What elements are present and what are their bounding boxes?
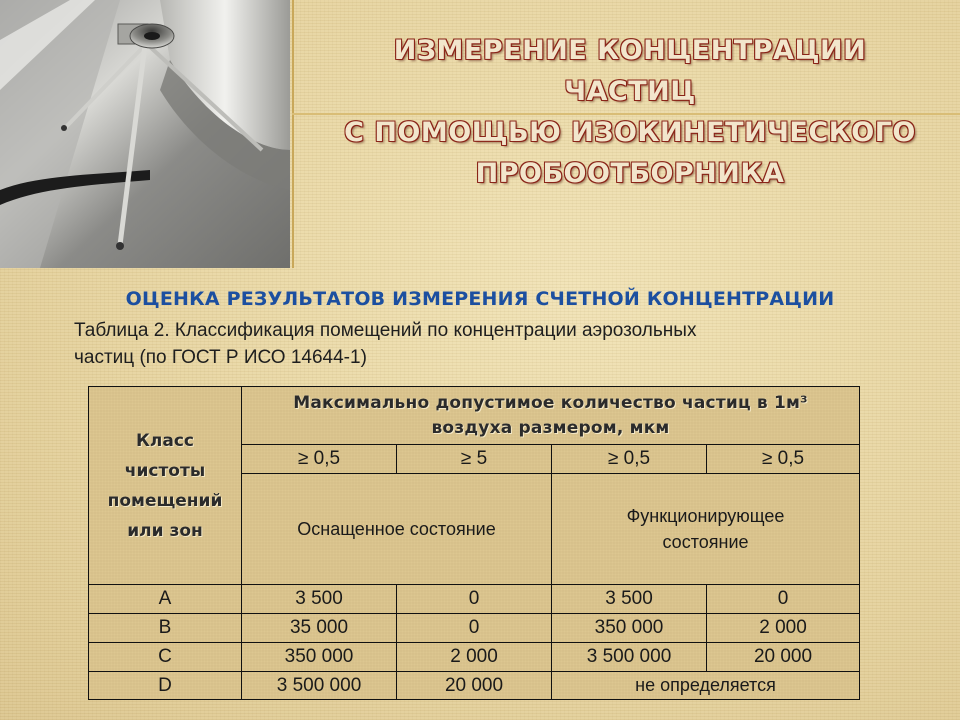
table-cell: 0 (397, 585, 552, 614)
max-count-header (242, 387, 860, 445)
size-header-1: ≥ 0,5 (242, 445, 397, 474)
class-header-line-4: или зон (127, 520, 203, 541)
table-cell: 20 000 (397, 672, 552, 700)
size-header-2: ≥ 5 (397, 445, 552, 474)
size-header-3: ≥ 0,5 (552, 445, 707, 474)
table-cell: 3 500 (552, 585, 707, 614)
table-caption (74, 317, 874, 371)
page-title (330, 30, 930, 194)
state-operating-line-2: состояние (662, 532, 749, 552)
caption-line-2: частиц (по ГОСТ Р ИСО 14644-1) (74, 347, 367, 368)
table-cell: 350 000 (552, 614, 707, 643)
state-equipped: Оснащенное состояние (242, 474, 552, 585)
class-label: A (89, 585, 242, 614)
max-header-line-1: Максимально допустимое количество частиц в 1м³ (293, 392, 808, 413)
table-row (89, 585, 860, 614)
table-cell: 2 000 (707, 614, 860, 643)
class-label: D (89, 672, 242, 700)
table-cell: 20 000 (707, 643, 860, 672)
class-label: B (89, 614, 242, 643)
table-cell: 3 500 000 (242, 672, 397, 700)
state-operating (552, 474, 860, 585)
title-line-3: ПРОБООТБОРНИКА (475, 158, 785, 189)
table-cell: 350 000 (242, 643, 397, 672)
title-line-2: С ПОМОЩЬЮ ИЗОКИНЕТИЧЕСКОГО (344, 117, 916, 148)
table-row (89, 643, 860, 672)
class-header-line-2: чистоты (124, 460, 206, 481)
max-header-line-2: воздуха размером, мкм (431, 417, 670, 438)
size-header-4: ≥ 0,5 (707, 445, 860, 474)
table-cell: 2 000 (397, 643, 552, 672)
class-header-cell (89, 387, 242, 585)
class-header-line-3: помещений (107, 490, 223, 511)
isokinetic-probe-photo (0, 0, 290, 268)
table-cell: 0 (707, 585, 860, 614)
class-label: C (89, 643, 242, 672)
state-operating-line-1: Функционирующее (626, 506, 785, 526)
class-header-line-1: Класс (136, 430, 194, 451)
caption-line-1: Таблица 2. Классификация помещений по концентрации аэрозольных (74, 320, 697, 341)
classification-table (88, 386, 860, 700)
table-cell: 3 500 (242, 585, 397, 614)
table-cell: 35 000 (242, 614, 397, 643)
table-row (89, 614, 860, 643)
decor-vertical-line (292, 0, 294, 268)
title-line-1: ИЗМЕРЕНИЕ КОНЦЕНТРАЦИИ ЧАСТИЦ (393, 35, 867, 107)
table-cell: 3 500 000 (552, 643, 707, 672)
table-cell: 0 (397, 614, 552, 643)
table-row (89, 672, 860, 700)
section-subtitle: ОЦЕНКА РЕЗУЛЬТАТОВ ИЗМЕРЕНИЯ СЧЕТНОЙ КОНЦЕНТРАЦИИ (125, 288, 835, 310)
table-cell-merged: не определяется (552, 672, 860, 700)
